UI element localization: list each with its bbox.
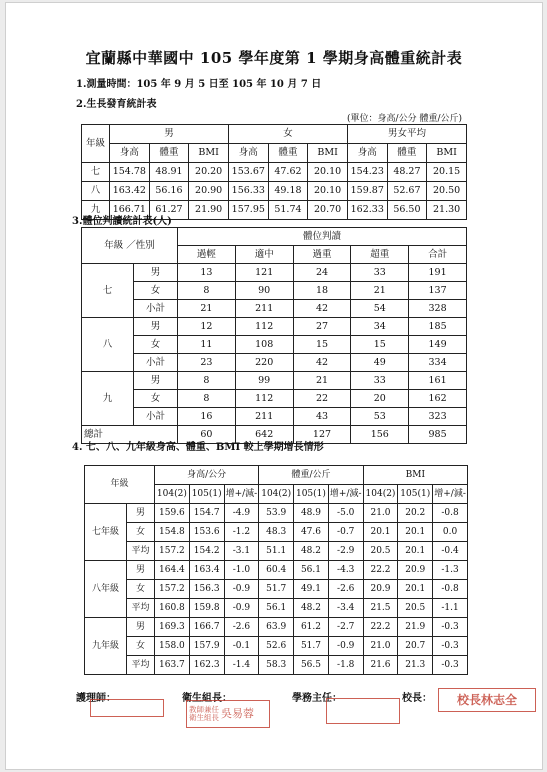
table-cell: 20.5: [363, 542, 398, 561]
table-cell: 20.10: [308, 182, 348, 201]
table-cell: -0.1: [224, 637, 259, 656]
document-page: [5, 2, 543, 770]
table-cell: 56.16: [149, 182, 189, 201]
table-cell: 48.2: [294, 542, 329, 561]
table-cell: 20.9: [398, 561, 433, 580]
subheader-cell: 過輕: [178, 246, 236, 264]
gender-cell: 女: [134, 390, 178, 408]
grade-cell: 八年級: [85, 561, 127, 618]
table-cell: 8: [178, 282, 236, 300]
table-cell: 154.78: [110, 163, 150, 182]
table-cell: 48.91: [149, 163, 189, 182]
table-cell: 43: [293, 408, 351, 426]
table-cell: -0.7: [328, 523, 363, 542]
growth-change-table: [84, 465, 468, 675]
subheader-cell: 身高: [347, 144, 387, 163]
table-cell: 48.9: [294, 504, 329, 523]
nurse-stamp: [90, 699, 164, 717]
header-row: [82, 228, 467, 246]
table-cell: 56.1: [294, 561, 329, 580]
table-cell: -1.1: [433, 599, 468, 618]
table-cell: -0.9: [224, 599, 259, 618]
table-cell: 20: [351, 390, 409, 408]
table-cell: 154.8: [155, 523, 190, 542]
table-cell: 160.8: [155, 599, 190, 618]
table-cell: -0.8: [433, 580, 468, 599]
table-cell: 21.6: [363, 656, 398, 675]
table-cell: 20.9: [363, 580, 398, 599]
gender-cell: 女: [134, 282, 178, 300]
table-cell: 21: [293, 372, 351, 390]
gender-cell: 男: [134, 264, 178, 282]
table-row: [85, 656, 468, 675]
table-cell: -0.3: [433, 618, 468, 637]
header-row: [82, 125, 467, 144]
section-4-heading: 4. 七、八、九年級身高、體重、BMI 較上學期增長情形: [72, 442, 324, 453]
subheader-cell: 適中: [235, 246, 293, 264]
table-cell: 185: [409, 318, 467, 336]
affairs-director-signature-label: 學務主任：: [292, 693, 342, 704]
table-row: [82, 390, 467, 408]
gender-cell: 女: [127, 637, 155, 656]
table-row: [82, 372, 467, 390]
table-cell: 169.3: [155, 618, 190, 637]
table-row: [85, 599, 468, 618]
table-cell: 161: [409, 372, 467, 390]
table-cell: 21.0: [363, 637, 398, 656]
header-row: [85, 466, 468, 485]
table-row: [85, 523, 468, 542]
table-cell: 156.33: [228, 182, 268, 201]
table-cell: 163.7: [155, 656, 190, 675]
subheader-cell: BMI: [308, 144, 348, 163]
table-cell: 20.20: [189, 163, 229, 182]
table-cell: 20.10: [308, 163, 348, 182]
table-cell: 23: [178, 354, 236, 372]
table-cell: 20.1: [398, 580, 433, 599]
table-cell: 159.8: [189, 599, 224, 618]
table-cell: 985: [409, 426, 467, 444]
table-cell: 121: [235, 264, 293, 282]
table-cell: -0.3: [433, 656, 468, 675]
table-cell: 51.74: [268, 201, 308, 220]
subheader-cell: 104(2): [363, 485, 398, 504]
table-cell: -0.4: [433, 542, 468, 561]
grade-cell: 九: [82, 201, 110, 220]
nurse-signature-label: 護理師：: [76, 693, 116, 704]
section-3-heading: 3.體位判讀統計表(人): [72, 216, 172, 227]
table-cell: 56.50: [387, 201, 427, 220]
table-row: [85, 542, 468, 561]
table-cell: 20.50: [427, 182, 467, 201]
table-cell: 22: [293, 390, 351, 408]
table-cell: -0.3: [433, 637, 468, 656]
table-cell: 20.15: [427, 163, 467, 182]
table-cell: 159.87: [347, 182, 387, 201]
table-cell: 157.2: [155, 542, 190, 561]
table-cell: 156.3: [189, 580, 224, 599]
table-cell: 21.3: [398, 656, 433, 675]
body-type-table: [81, 227, 467, 444]
table-cell: 149: [409, 336, 467, 354]
table-cell: 34: [351, 318, 409, 336]
table-cell: 16: [178, 408, 236, 426]
table-row: [85, 561, 468, 580]
gender-cell: 男: [127, 618, 155, 637]
table-cell: 164.4: [155, 561, 190, 580]
table-cell: 61.2: [294, 618, 329, 637]
table-cell: 162.33: [347, 201, 387, 220]
gender-cell: 男: [134, 372, 178, 390]
table-cell: 163.4: [189, 561, 224, 580]
table-cell: 20.70: [308, 201, 348, 220]
table-cell: 328: [409, 300, 467, 318]
subheader-cell: 體重: [268, 144, 308, 163]
table-cell: 20.7: [398, 637, 433, 656]
table-row: [85, 618, 468, 637]
table-cell: 48.3: [259, 523, 294, 542]
gender-cell: 男: [127, 561, 155, 580]
table-cell: 642: [235, 426, 293, 444]
table-cell: -0.9: [328, 637, 363, 656]
table-cell: 33: [351, 372, 409, 390]
grade-header: 年級: [85, 466, 155, 504]
table-cell: 15: [293, 336, 351, 354]
table-row: [82, 182, 467, 201]
principal-stamp: 校長林志全: [438, 688, 536, 712]
table-cell: -2.7: [328, 618, 363, 637]
table-cell: 156: [351, 426, 409, 444]
table-row: [82, 318, 467, 336]
table-cell: 211: [235, 300, 293, 318]
table-cell: -4.9: [224, 504, 259, 523]
table-cell: 20.1: [398, 542, 433, 561]
subheader-cell: 增+/減-: [433, 485, 468, 504]
table-cell: 112: [235, 318, 293, 336]
affairs-director-stamp: [326, 698, 400, 724]
subheader-cell: 105(1): [189, 485, 224, 504]
weight-header: 體重/公斤: [259, 466, 363, 485]
table-cell: 20.1: [363, 523, 398, 542]
table-cell: -5.0: [328, 504, 363, 523]
subheader-cell: 身高: [228, 144, 268, 163]
height-header: 身高/公分: [155, 466, 259, 485]
gender-cell: 小計: [134, 408, 178, 426]
subheader-cell: 105(1): [294, 485, 329, 504]
table-cell: 51.1: [259, 542, 294, 561]
gender-cell: 平均: [127, 599, 155, 618]
gender-cell: 平均: [127, 656, 155, 675]
table-cell: 20.2: [398, 504, 433, 523]
table-cell: -1.0: [224, 561, 259, 580]
table-cell: -2.6: [224, 618, 259, 637]
grade-cell: 七: [82, 264, 134, 318]
table-cell: 99: [235, 372, 293, 390]
unit-note: (單位：身高/公分 體重/公斤): [347, 114, 462, 124]
table-cell: 53.9: [259, 504, 294, 523]
male-header: 男: [110, 125, 229, 144]
table-cell: 63.9: [259, 618, 294, 637]
table-cell: 166.7: [189, 618, 224, 637]
table-cell: 154.7: [189, 504, 224, 523]
table-row: [82, 300, 467, 318]
total-label: 總計: [82, 426, 178, 444]
table-cell: 47.6: [294, 523, 329, 542]
table-cell: 323: [409, 408, 467, 426]
table-cell: 21.0: [363, 504, 398, 523]
subheader-cell: 超重: [351, 246, 409, 264]
table-cell: 18: [293, 282, 351, 300]
subheader-cell: 身高: [110, 144, 150, 163]
table-cell: 137: [409, 282, 467, 300]
table-cell: 24: [293, 264, 351, 282]
stamp-line-2: 衛生組長: [189, 713, 219, 722]
table-cell: 162.3: [189, 656, 224, 675]
table-cell: 211: [235, 408, 293, 426]
table-cell: 13: [178, 264, 236, 282]
table-row: [85, 637, 468, 656]
table-cell: 47.62: [268, 163, 308, 182]
table-cell: 90: [235, 282, 293, 300]
table-cell: -2.9: [328, 542, 363, 561]
bmi-header: BMI: [363, 466, 467, 485]
table-cell: 54: [351, 300, 409, 318]
table-cell: 21: [351, 282, 409, 300]
table-cell: -1.8: [328, 656, 363, 675]
subheader-cell: BMI: [189, 144, 229, 163]
gender-cell: 平均: [127, 542, 155, 561]
table-cell: 51.7: [294, 637, 329, 656]
grade-cell: 七年級: [85, 504, 127, 561]
table-cell: -1.4: [224, 656, 259, 675]
subheader-row: [82, 144, 467, 163]
stamp-line-1: 教師兼任: [189, 704, 219, 714]
table-cell: 22.2: [363, 561, 398, 580]
subheader-cell: 105(1): [398, 485, 433, 504]
table-cell: 53: [351, 408, 409, 426]
table-cell: 154.2: [189, 542, 224, 561]
table-cell: 58.3: [259, 656, 294, 675]
table-cell: 52.67: [387, 182, 427, 201]
table-cell: 154.23: [347, 163, 387, 182]
grade-cell: 七: [82, 163, 110, 182]
subheader-cell: 104(2): [155, 485, 190, 504]
table-cell: 21.90: [189, 201, 229, 220]
table-cell: 60.4: [259, 561, 294, 580]
table-cell: -0.8: [433, 504, 468, 523]
page-title: 宜蘭縣中華國中 105 學年度第 1 學期身高體重統計表: [85, 49, 463, 67]
table-row: [82, 163, 467, 182]
table-cell: -1.2: [224, 523, 259, 542]
table-cell: 20.1: [398, 523, 433, 542]
table-cell: 153.6: [189, 523, 224, 542]
table-cell: 334: [409, 354, 467, 372]
table-cell: 42: [293, 354, 351, 372]
table-cell: 27: [293, 318, 351, 336]
table-cell: 20.5: [398, 599, 433, 618]
gender-cell: 小計: [134, 354, 178, 372]
stamp-name: 吳易蓉: [221, 706, 254, 720]
subheader-cell: 104(2): [259, 485, 294, 504]
gender-cell: 女: [134, 336, 178, 354]
table-cell: 159.6: [155, 504, 190, 523]
grade-cell: 九: [82, 372, 134, 426]
average-header: 男女平均: [347, 125, 466, 144]
table-cell: 191: [409, 264, 467, 282]
gender-cell: 女: [127, 580, 155, 599]
table-cell: 49.18: [268, 182, 308, 201]
table-cell: 22.2: [363, 618, 398, 637]
subheader-cell: 增+/減-: [224, 485, 259, 504]
subheader-cell: 合計: [409, 246, 467, 264]
table-cell: 166.71: [110, 201, 150, 220]
body-type-header: 體位判讀: [178, 228, 467, 246]
table-row: [82, 336, 467, 354]
table-cell: 51.7: [259, 580, 294, 599]
survey-time: 1.測量時間：105 年 9 月 5 日至 105 年 10 月 7 日: [76, 79, 322, 90]
table-cell: 60: [178, 426, 236, 444]
grade-gender-header: 年級 ／性別: [82, 228, 178, 264]
table-cell: 21: [178, 300, 236, 318]
table-cell: -4.3: [328, 561, 363, 580]
table-cell: 52.6: [259, 637, 294, 656]
grade-cell: 八: [82, 182, 110, 201]
table-cell: 48.27: [387, 163, 427, 182]
health-head-stamp: [186, 700, 270, 728]
grade-cell: 九年級: [85, 618, 127, 675]
table-cell: 0.0: [433, 523, 468, 542]
gender-cell: 女: [127, 523, 155, 542]
section-2-heading: 2.生長發育統計表: [76, 99, 157, 110]
table-cell: 112: [235, 390, 293, 408]
principal-signature-label: 校長：: [402, 693, 432, 704]
gender-cell: 小計: [134, 300, 178, 318]
table-cell: 162: [409, 390, 467, 408]
subheader-cell: 體重: [387, 144, 427, 163]
table-cell: 21.5: [363, 599, 398, 618]
table-row: [82, 282, 467, 300]
subheader-cell: BMI: [427, 144, 467, 163]
table-cell: -0.9: [224, 580, 259, 599]
table-cell: -3.1: [224, 542, 259, 561]
table-cell: 49: [351, 354, 409, 372]
table-cell: 157.2: [155, 580, 190, 599]
table-cell: 56.5: [294, 656, 329, 675]
table-row: [85, 580, 468, 599]
table-cell: 153.67: [228, 163, 268, 182]
table-cell: 157.9: [189, 637, 224, 656]
table-cell: 8: [178, 390, 236, 408]
table-cell: 157.95: [228, 201, 268, 220]
table-cell: 163.42: [110, 182, 150, 201]
grade-header: 年級: [82, 125, 110, 163]
female-header: 女: [228, 125, 347, 144]
subheader-cell: 增+/減-: [328, 485, 363, 504]
table-cell: -3.4: [328, 599, 363, 618]
table-cell: 21.9: [398, 618, 433, 637]
table-row: [82, 264, 467, 282]
table-cell: 48.2: [294, 599, 329, 618]
table-cell: 11: [178, 336, 236, 354]
table-row: [85, 504, 468, 523]
table-cell: 42: [293, 300, 351, 318]
gender-cell: 男: [134, 318, 178, 336]
table-cell: 49.1: [294, 580, 329, 599]
table-cell: 220: [235, 354, 293, 372]
table-cell: -2.6: [328, 580, 363, 599]
table-row: [82, 408, 467, 426]
table-cell: 158.0: [155, 637, 190, 656]
table-cell: 8: [178, 372, 236, 390]
table-cell: 33: [351, 264, 409, 282]
table-cell: 56.1: [259, 599, 294, 618]
health-head-signature-label: 衛生組長：: [182, 693, 232, 704]
table-cell: 12: [178, 318, 236, 336]
subheader-cell: 過重: [293, 246, 351, 264]
growth-table: [81, 124, 467, 220]
table-cell: 127: [293, 426, 351, 444]
table-cell: 20.90: [189, 182, 229, 201]
table-row: [82, 354, 467, 372]
subheader-cell: 體重: [149, 144, 189, 163]
table-cell: 21.30: [427, 201, 467, 220]
table-cell: -1.3: [433, 561, 468, 580]
grade-cell: 八: [82, 318, 134, 372]
gender-cell: 男: [127, 504, 155, 523]
table-cell: 61.27: [149, 201, 189, 220]
table-cell: 15: [351, 336, 409, 354]
table-cell: 108: [235, 336, 293, 354]
